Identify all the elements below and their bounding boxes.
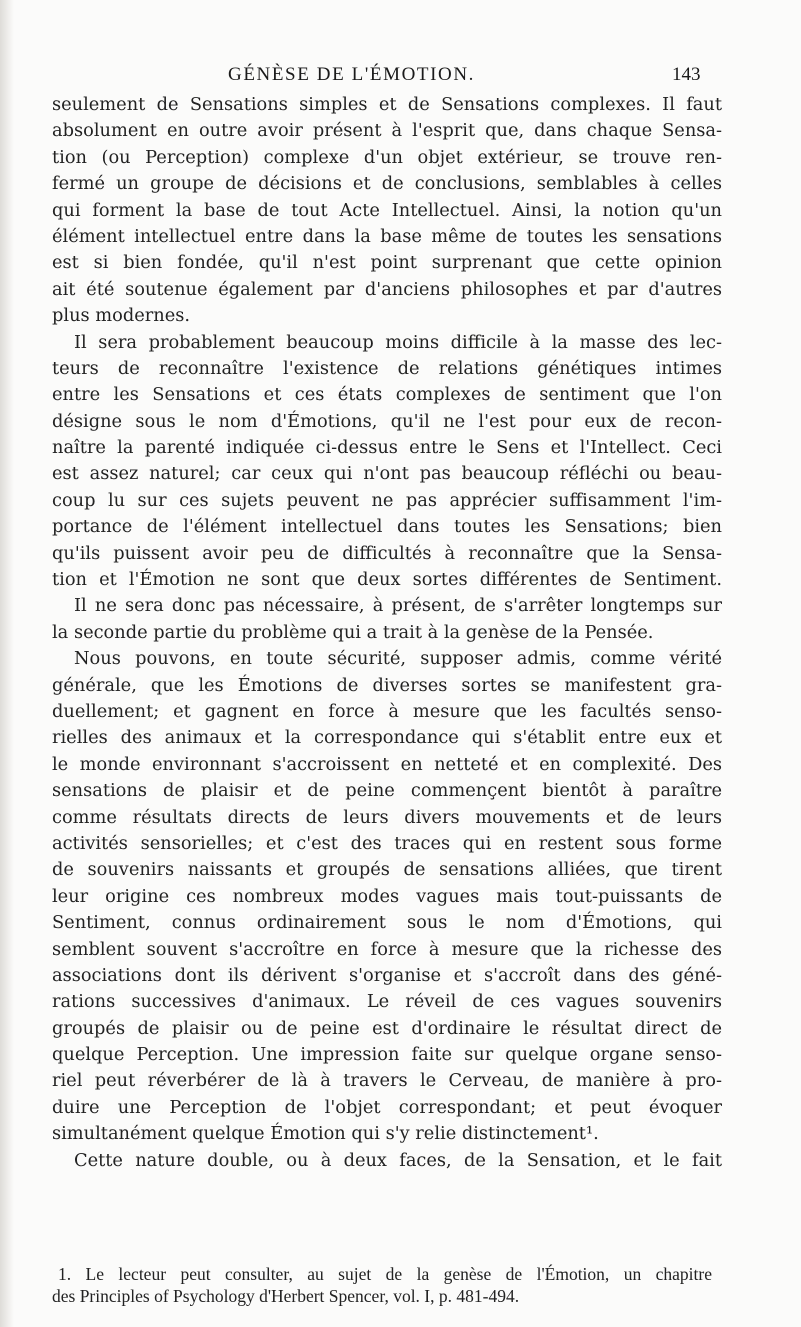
text-line: rielles des animaux et la correspondance qui s'établit entre eux et <box>52 727 722 749</box>
text-line: groupés de plaisir ou de peine est d'ordinaire le résultat direct de <box>52 1017 722 1039</box>
text-line: coup lu sur ces sujets peuvent ne pas apprécier suffisamment l'im- <box>52 489 722 511</box>
text-line: élément intellectuel entre dans la base même de toutes les sensations <box>52 225 722 247</box>
text-line: Cette nature double, ou à deux faces, de la Sensation, et le fait <box>74 1149 722 1171</box>
text-line: duellement; et gagnent en force à mesure que les facultés senso- <box>52 700 722 722</box>
text-line: la seconde partie du problème qui a trait à la genèse de la Pensée. <box>52 621 654 643</box>
text-line: absolument en outre avoir présent à l'esprit que, dans chaque Sensa- <box>52 120 722 142</box>
text-line: le monde environnant s'accroissent en netteté et en complexité. Des <box>52 753 722 775</box>
text-line: est assez naturel; car ceux qui n'ont pas beaucoup réfléchi ou beau- <box>52 463 722 485</box>
footnote-line: 1. Le lecteur peut consulter, au sujet de la genèse de l'Émotion, un chapitre <box>58 1264 712 1284</box>
text-line: Il ne sera donc pas nécessaire, à présent, de s'arrêter longtemps sur <box>74 595 722 617</box>
text-line: ait été soutenue également par d'anciens philosophes et par d'autres <box>52 278 722 300</box>
text-line: activités sensorielles; et c'est des traces qui en restent sous forme <box>52 832 722 854</box>
chapter-title: GÉNÈSE DE L'ÉMOTION. <box>228 64 476 85</box>
text-line: entre les Sensations et ces états complexes de sentiment que l'on <box>52 384 722 406</box>
text-line: est si bien fondée, qu'il n'est point surprenant que cette opinion <box>52 252 722 274</box>
text-line: duire une Perception de l'objet correspondant; et peut évoquer <box>52 1096 722 1118</box>
text-line: tion (ou Perception) complexe d'un objet extérieur, se trouve ren- <box>52 146 722 168</box>
text-line: Sentiment, connus ordinairement sous le nom d'Émotions, qui <box>52 912 722 934</box>
text-line: seulement de Sensations simples et de Sensations complexes. Il faut <box>52 94 722 115</box>
text-line: associations dont ils dérivent s'organise et s'accroît dans des géné- <box>52 964 722 986</box>
text-line: de souvenirs naissants et groupés de sensations alliées, que tirent <box>52 859 722 881</box>
text-line: désigne sous le nom d'Émotions, qu'il ne l'est pour eux de recon- <box>52 410 722 432</box>
text-line: semblent souvent s'accroître en force à mesure que la richesse des <box>52 938 722 960</box>
text-line: leur origine ces nombreux modes vagues mais tout-puissants de <box>52 885 722 907</box>
text-line: Il sera probablement beaucoup moins difficile à la masse des lec- <box>74 331 722 353</box>
running-head <box>0 64 801 90</box>
text-line: sensations de plaisir et de peine commençent bientôt à paraître <box>52 780 722 802</box>
text-line: fermé un groupe de décisions et de conclusions, semblables à celles <box>52 173 722 195</box>
text-line: plus modernes. <box>52 305 191 327</box>
text-line: qu'ils puissent avoir peu de difficultés à reconnaître que la Sensa- <box>52 542 722 564</box>
text-line: tion et l'Émotion ne sont que deux sortes différentes de Sentiment. <box>52 569 722 591</box>
text-line: rations successives d'animaux. Le réveil de ces vagues souvenirs <box>52 991 722 1013</box>
footnote <box>52 1263 712 1307</box>
text-line: comme résultats directs de leurs divers mouvements et de leurs <box>52 806 722 828</box>
text-line: naître la parenté indiquée ci-dessus entre le Sens et l'Intellect. Ceci <box>52 437 722 459</box>
text-line: qui forment la base de tout Acte Intellectuel. Ainsi, la notion qu'un <box>52 199 722 221</box>
text-line: riel peut réverbérer de là à travers le Cerveau, de manière à pro- <box>52 1070 722 1092</box>
text-line: portance de l'élément intellectuel dans toutes les Sensations; bien <box>52 516 722 538</box>
footnote-line: des Principles of Psychology d'Herbert Spencer, vol. I, p. 481-494. <box>52 1286 520 1306</box>
page-number: 143 <box>672 64 701 85</box>
body-text <box>52 92 722 1174</box>
text-line: quelque Perception. Une impression faite sur quelque organe senso- <box>52 1044 722 1066</box>
text-line: générale, que les Émotions de diverses sortes se manifestent gra- <box>52 674 722 696</box>
text-line: Nous pouvons, en toute sécurité, supposer admis, comme vérité <box>74 648 722 670</box>
text-line: teurs de reconnaître l'existence de relations génétiques intimes <box>52 357 722 379</box>
text-line: simultanément quelque Émotion qui s'y relie distinctement¹. <box>52 1123 599 1145</box>
